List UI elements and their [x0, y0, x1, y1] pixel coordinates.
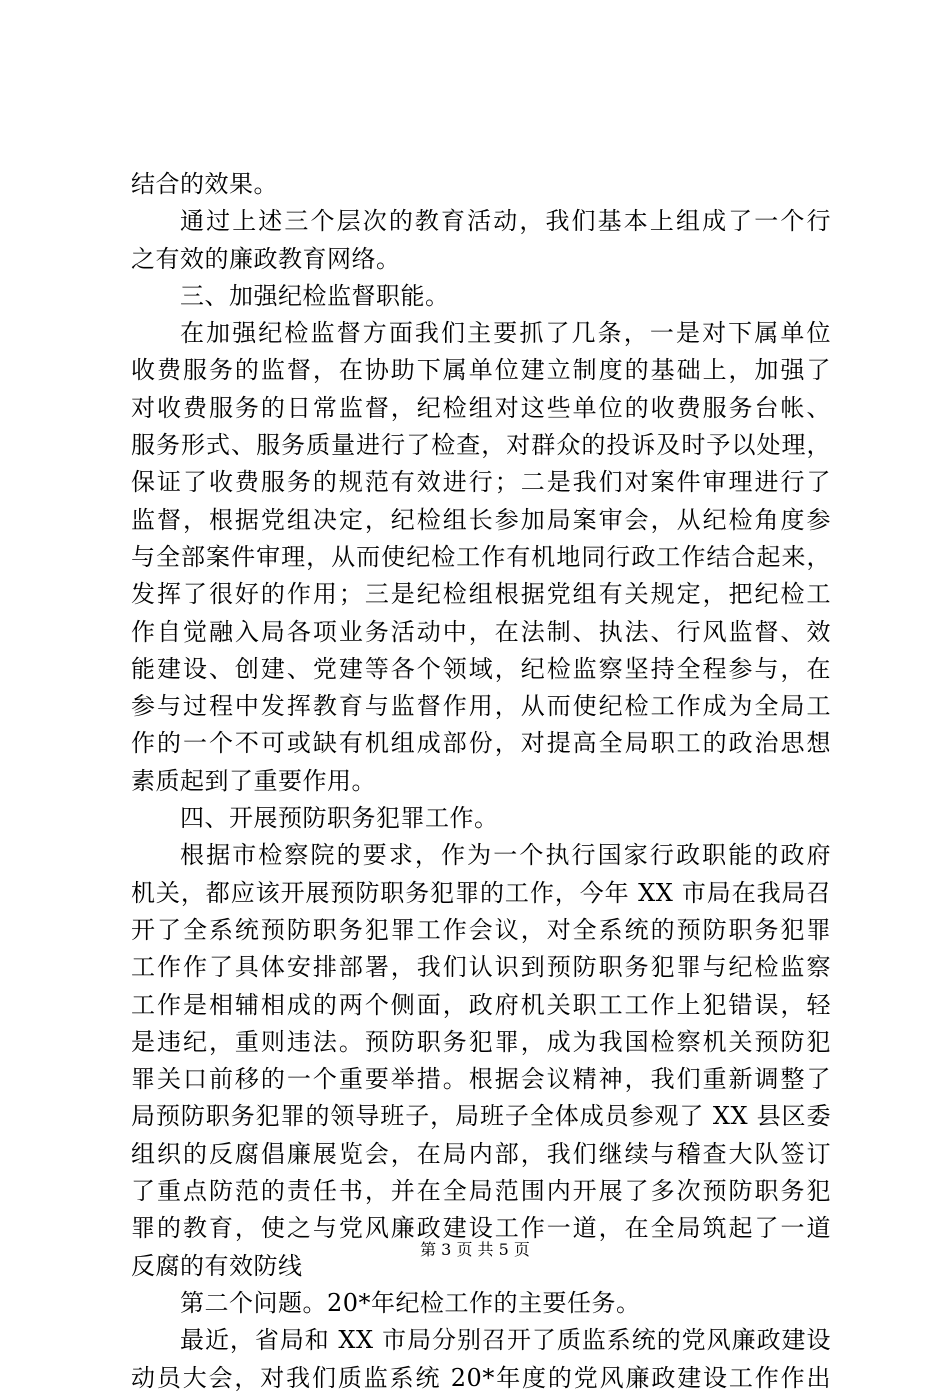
text-line: 机关，都应该开展预防职务犯罪的工作，今年 XX 市局在我局召: [131, 878, 831, 907]
text-line: 反腐的有效防线: [131, 1251, 303, 1280]
text-line: 通过上述三个层次的教育活动，我们基本上组成了一个行: [180, 207, 831, 236]
text-line: 开了全系统预防职务犯罪工作会议，对全系统的预防职务犯罪: [131, 915, 831, 944]
text-line: 参与过程中发挥教育与监督作用，从而使纪检工作成为全局工: [131, 692, 831, 721]
text-line: 发挥了很好的作用；三是纪检组根据党组有关规定，把纪检工: [131, 580, 831, 609]
text-line: 能建设、创建、党建等各个领域，纪检监察坚持全程参与，在: [131, 654, 831, 683]
text-line: 工作是相辅相成的两个侧面，政府机关职工工作上犯错误，轻: [131, 990, 831, 1019]
text-line: 对收费服务的日常监督，纪检组对这些单位的收费服务台帐、: [131, 393, 831, 422]
text-line: 第二个问题。20*年纪检工作的主要任务。: [180, 1288, 641, 1317]
text-line: 保证了收费服务的规范有效进行；二是我们对案件审理进行了: [131, 468, 831, 497]
text-line: 作自觉融入局各项业务活动中，在法制、执法、行风监督、效: [131, 617, 831, 646]
text-line: 根据市检察院的要求，作为一个执行国家行政职能的政府: [180, 841, 831, 870]
document-body: [131, 166, 831, 1397]
text-line: 四、开展预防职务犯罪工作。: [180, 804, 499, 833]
text-line: 在加强纪检监督方面我们主要抓了几条，一是对下属单位: [180, 319, 831, 348]
text-line: 罪的教育，使之与党风廉政建设工作一道，在全局筑起了一道: [131, 1214, 831, 1243]
text-line: 之有效的廉政教育网络。: [131, 244, 401, 273]
page-footer: 第 3 页 共 5 页: [420, 1240, 530, 1259]
text-line: 与全部案件审理，从而使纪检工作有机地同行政工作结合起来，: [131, 542, 831, 571]
text-line: 作的一个不可或缺有机组成部份，对提高全局职工的政治思想: [131, 729, 831, 758]
text-line: 工作作了具体安排部署，我们认识到预防职务犯罪与纪检监察: [131, 953, 831, 982]
text-line: 三、加强纪检监督职能。: [180, 281, 450, 310]
text-line: 罪关口前移的一个重要举措。根据会议精神，我们重新调整了: [131, 1065, 831, 1094]
text-line: 组织的反腐倡廉展览会，在局内部，我们继续与稽查大队签订: [131, 1139, 831, 1168]
text-line: 是违纪，重则违法。预防职务犯罪，成为我国检察机关预防犯: [131, 1027, 831, 1056]
text-line: 最近，省局和 XX 市局分别召开了质监系统的党风廉政建设: [180, 1326, 831, 1355]
text-line: 素质起到了重要作用。: [131, 766, 376, 795]
text-line: 监督，根据党组决定，纪检组长参加局案审会，从纪检角度参: [131, 505, 831, 534]
text-line: 服务形式、服务质量进行了检查，对群众的投诉及时予以处理，: [131, 431, 831, 460]
text-line: 动员大会，对我们质监系统 20*年度的党风廉政建设工作作出: [131, 1363, 831, 1392]
text-line: 收费服务的监督，在协助下属单位建立制度的基础上，加强了: [131, 356, 831, 385]
text-line: 结合的效果。: [131, 170, 278, 198]
text-line: 了重点防范的责任书，并在全局范围内开展了多次预防职务犯: [131, 1177, 831, 1206]
text-line: 局预防职务犯罪的领导班子，局班子全体成员参观了 XX 县区委: [131, 1102, 831, 1131]
